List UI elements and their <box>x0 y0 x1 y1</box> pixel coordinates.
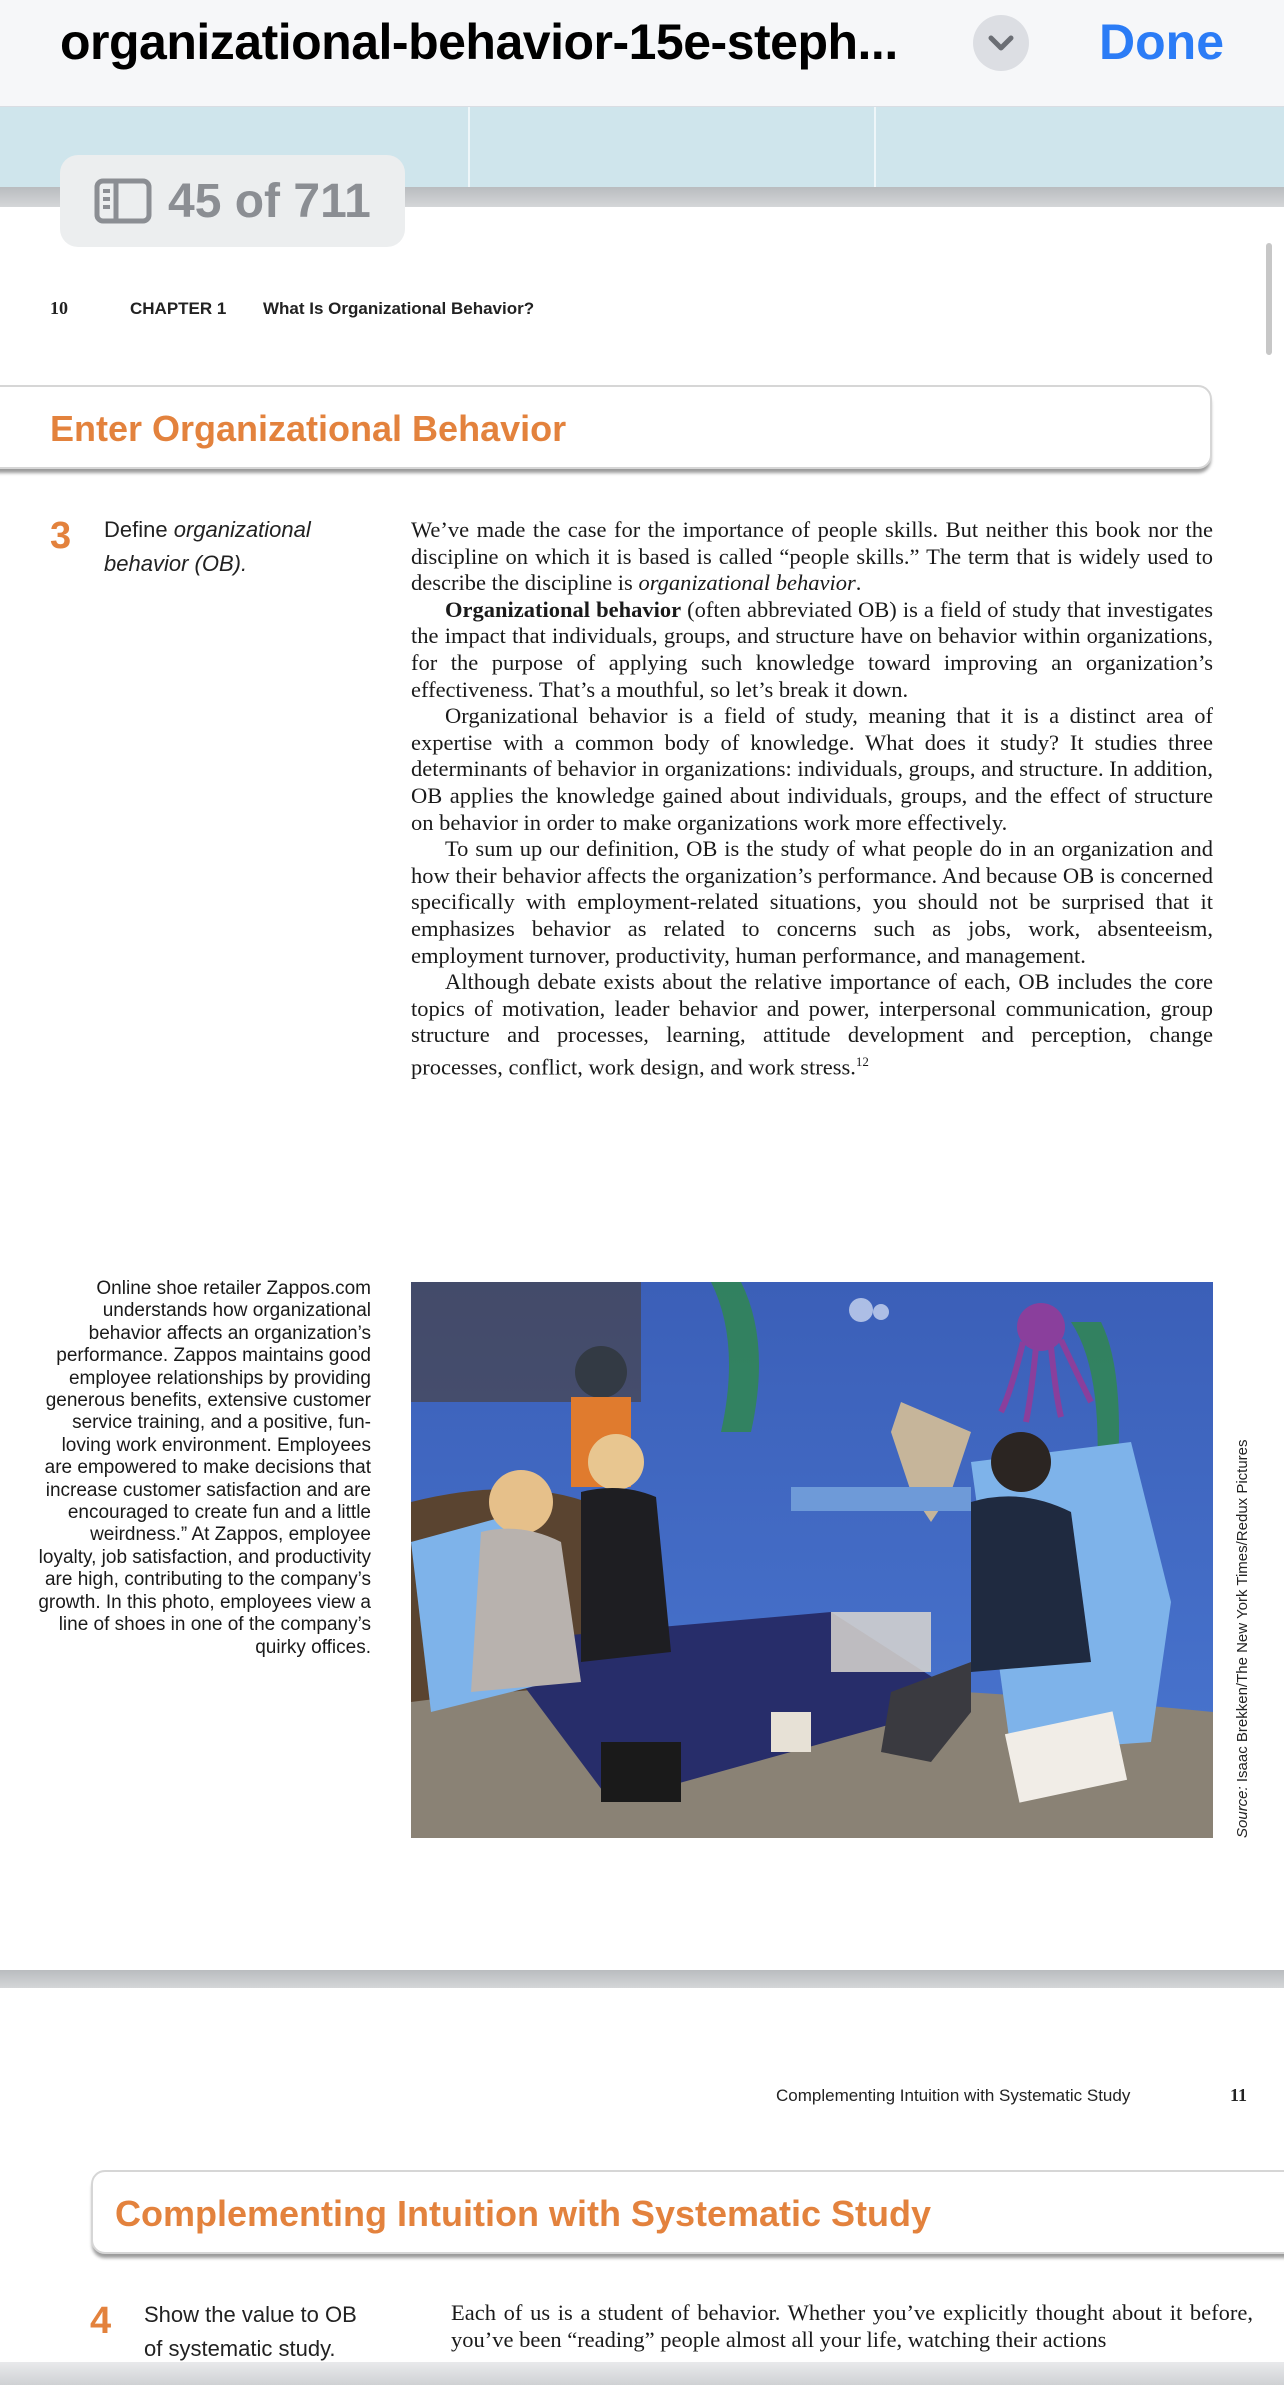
text-run: We’ve made the case for the importance of people skills. But neither this book nor the discipline on which it is based is called “people skills.” The term that is widely used to describe the discipline is <box>411 517 1213 596</box>
body-text <box>451 2300 1253 2353</box>
page-indicator[interactable] <box>60 155 405 247</box>
paragraph: Each of us is a student of behavior. Whether you’ve explicitly thought about it before, you’ve been “reading” people almost all your life, watching their actions <box>451 2300 1253 2352</box>
paragraph: To sum up our definition, OB is the study of what people do in an organization and how their behavior affects the organization’s performance. And because OB is concerned specifically with employment-related situations, you should not be surprised that it emphasizes behavior as related to concerns such as jobs, work, absenteeism, employment turnover, productivity, human performance, and management. <box>411 836 1213 968</box>
page-number: 11 <box>1230 2085 1248 2105</box>
learning-objective <box>104 513 334 581</box>
learning-objective-number: 3 <box>50 515 72 557</box>
footnote-ref: 12 <box>855 1053 869 1069</box>
title-menu-button[interactable] <box>973 15 1029 71</box>
section-heading-banner <box>0 385 1212 469</box>
section-heading: Enter Organizational Behavior <box>50 408 567 449</box>
body-text <box>411 517 1213 1081</box>
zappos-office-photo <box>411 1282 1213 1838</box>
paragraph <box>411 597 1213 703</box>
key-term: Organizational behavior <box>445 596 682 622</box>
objective-term: organizational behavior (OB). <box>104 517 311 576</box>
page-number: 10 <box>50 298 68 318</box>
paragraph: Organizational behavior is a field of study, meaning that it is a distinct area of expertise with a common body of knowledge. What does it study? It studies three determinants of behavior in organizations: individuals, groups, and structure. In addition, OB applies the knowledge gained about individuals, groups, and the effect of structure on behavior in order to make organizations work more effectively. <box>411 703 1213 835</box>
objective-text: Define <box>104 517 174 542</box>
section-heading-banner <box>91 2170 1284 2254</box>
paragraph <box>411 969 1213 1081</box>
running-head: Complementing Intuition with Systematic Study <box>776 2086 1131 2105</box>
chapter-title: What Is Organizational Behavior? <box>263 299 535 318</box>
text-run: . <box>855 570 862 596</box>
scroll-indicator[interactable] <box>1266 243 1272 355</box>
sidebar-icon <box>94 178 152 224</box>
navigation-bar <box>0 0 1284 107</box>
chapter-label: CHAPTER 1 <box>130 299 227 318</box>
credit-label: Source: <box>1234 1786 1251 1838</box>
credit-text: Isaac Brekken/The New York Times/Redux Pictures <box>1234 1439 1251 1787</box>
strip-divider <box>468 107 470 187</box>
text-run: Although debate exists about the relative importance of each, OB includes the core topics of motivation, leader behavior and power, interpersonal communication, group structure and processes, learning, attitude development and perception, change processes, conflict, work design, and work stress. <box>411 969 1213 1080</box>
strip-divider <box>874 107 876 187</box>
text-run: (often abbreviated OB) is a field of study that investigates the impact that individuals, groups, and structure have on behavior within organizations, for the purpose of applying such knowledge toward improving an organization’s effectiveness. That’s a mouthful, so let’s break it down. <box>411 596 1214 702</box>
section-heading: Complementing Intuition with Systematic Study <box>115 2193 932 2234</box>
paragraph <box>411 517 1213 597</box>
learning-objective-number: 4 <box>90 2300 112 2342</box>
page-separator <box>0 1970 1284 1988</box>
bottom-edge <box>0 2362 1284 2385</box>
document-title: organizational-behavior-15e-steph... <box>60 14 898 70</box>
photo-credit <box>1233 1282 1284 1838</box>
emphasis-term: organizational behavior <box>638 570 856 596</box>
page-count-label: 45 of 711 <box>168 174 371 228</box>
learning-objective: Show the value to OB of systematic study. <box>144 2302 357 2361</box>
photo-caption: Online shoe retailer Zappos.com understands how organizational behavior affects an organization’s performance. Zappos maintains good employee relationships by providing generous benefits, extensive customer service training, and a positive, fun-loving work environment. Employees are empowered to make decisions that increase customer satisfaction and are encouraged to create fun and a little weirdness.” At Zappos, employee loyalty, job satisfaction, and productivity are high, contributing to the company’s growth. In this photo, employees view a line of shoes in one of the company’s quirky offices. <box>38 1278 371 1658</box>
chevron-down-icon <box>986 33 1016 53</box>
done-button[interactable]: Done <box>1099 14 1224 70</box>
